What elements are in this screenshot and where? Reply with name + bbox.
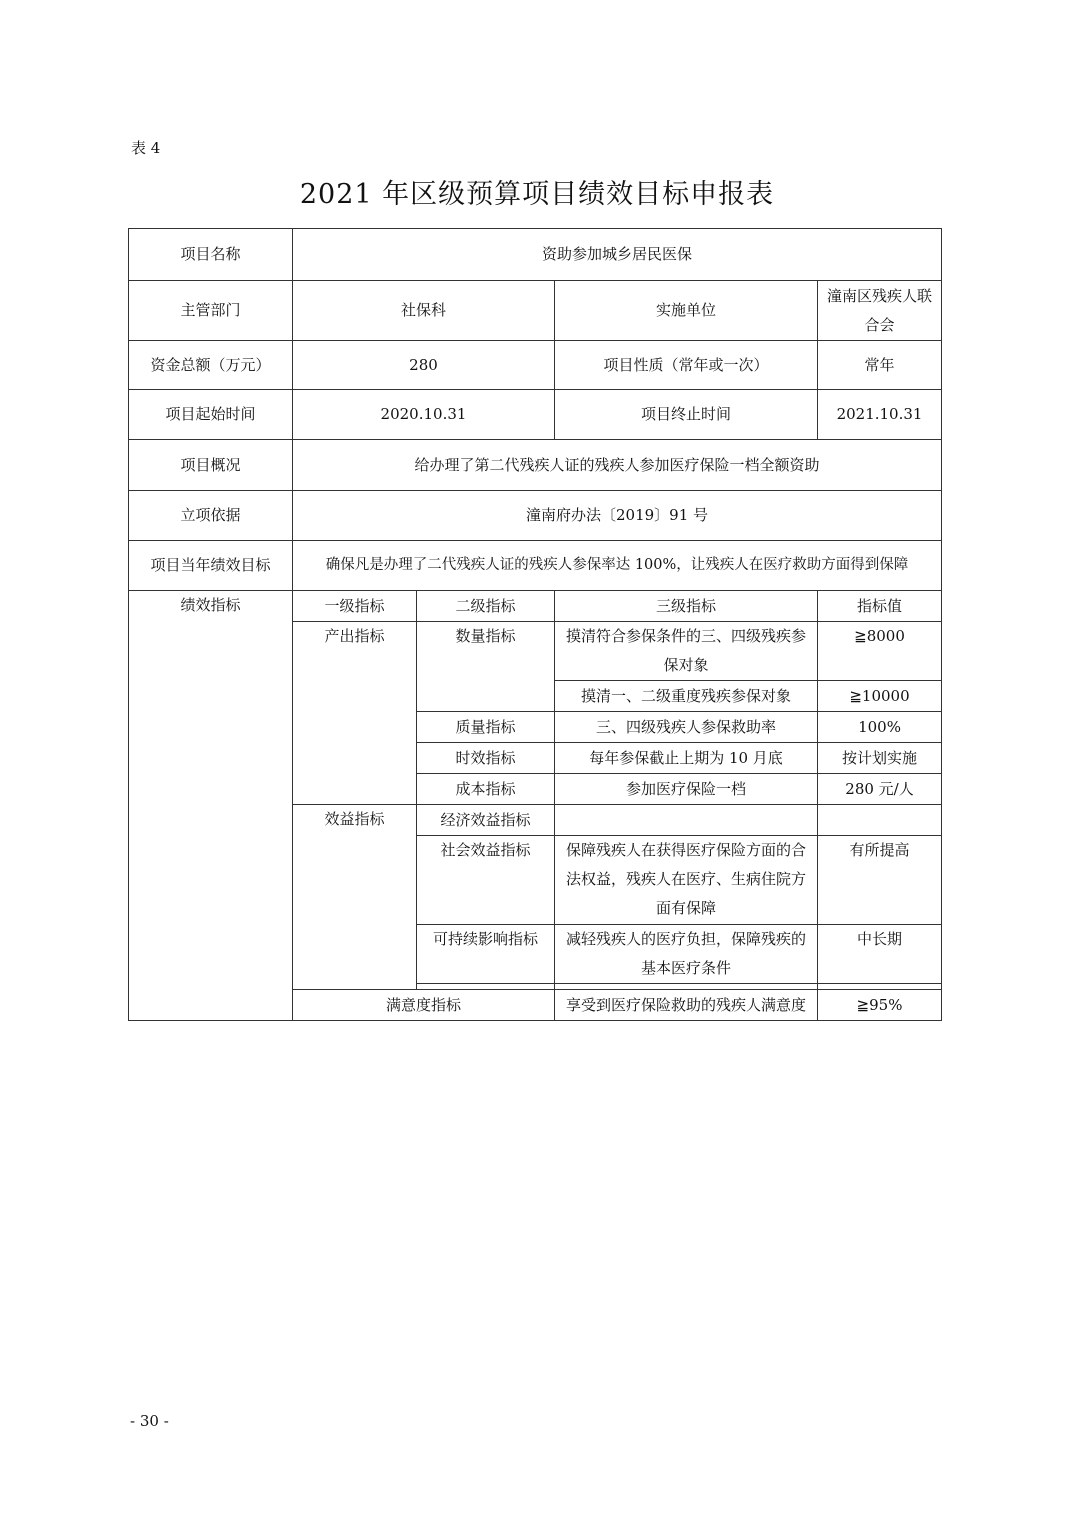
cell-subcategory: 数量指标: [417, 622, 555, 712]
cell-target: ≧10000: [818, 681, 942, 712]
cell-category: 效益指标: [293, 805, 417, 990]
cell-indicator: [555, 836, 818, 925]
cell-label: 项目当年绩效目标: [129, 541, 293, 591]
cell-label: 绩效指标: [129, 591, 293, 1021]
cell-line: 基本医疗条件: [640, 959, 731, 977]
table-row: [129, 390, 942, 440]
cell-target: 100%: [818, 712, 942, 743]
page-title: 2021 年区级预算项目绩效目标申报表: [299, 179, 775, 210]
cell-indicator: [555, 622, 818, 681]
cell-line: 面有保障: [655, 899, 716, 917]
cell-line: 摸清符合参保条件的三、四级残疾参: [565, 627, 806, 645]
cell-category: 产出指标: [293, 622, 417, 805]
cell-target: 中长期: [818, 925, 942, 984]
table-row: [129, 591, 942, 622]
header-cell: 指标值: [818, 591, 942, 622]
table-row: [129, 341, 942, 390]
table-label: 表 4: [131, 139, 161, 157]
cell-value: 确保凡是办理了二代残疾人证的残疾人参保率达 100%，让残疾人在医疗救助方面得到保障: [293, 541, 942, 591]
cell-indicator: 三、四级残疾人参保救助率: [555, 712, 818, 743]
header-cell: 一级指标: [293, 591, 417, 622]
cell-label: 实施单位: [555, 281, 818, 341]
cell-line: 保障残疾人在获得医疗保险方面的合: [565, 841, 806, 859]
cell-value: 资助参加城乡居民医保: [293, 229, 942, 281]
table-row: [129, 229, 942, 281]
cell-category: 满意度指标: [293, 990, 555, 1021]
cell-line: 保对象: [663, 656, 709, 674]
cell-indicator: 享受到医疗保险救助的残疾人满意度: [555, 990, 818, 1021]
cell-label: 项目名称: [129, 229, 293, 281]
cell-line: 合会: [864, 315, 895, 334]
cell-indicator: 每年参保截止上期为 10 月底: [555, 743, 818, 774]
table-row: [129, 440, 942, 491]
cell-indicator: [555, 925, 818, 984]
cell-target: 按计划实施: [818, 743, 942, 774]
performance-table: [128, 228, 942, 1021]
cell-value: 潼南府办法〔2019〕91 号: [293, 491, 942, 541]
cell-line: 减轻残疾人的医疗负担，保障残疾的: [565, 930, 806, 948]
cell-indicator: 参加医疗保险一档: [555, 774, 818, 805]
cell-value: 280: [293, 341, 555, 390]
cell-label: 项目终止时间: [555, 390, 818, 440]
cell-target: ≧95%: [818, 990, 942, 1021]
cell-label: 立项依据: [129, 491, 293, 541]
cell-value: 2020.10.31: [293, 390, 555, 440]
cell-value: 社保科: [293, 281, 555, 341]
cell-subcategory: 可持续影响指标: [417, 925, 555, 984]
cell-line: 法权益，残疾人在医疗、生病住院方: [565, 870, 806, 888]
cell-indicator: [555, 805, 818, 836]
cell-value: [818, 281, 942, 341]
table-row: [129, 281, 942, 341]
page-number: - 30 -: [130, 1412, 169, 1430]
cell-subcategory: 成本指标: [417, 774, 555, 805]
cell-target: ≧8000: [818, 622, 942, 681]
cell-value: 常年: [818, 341, 942, 390]
cell-label: 项目性质（常年或一次）: [555, 341, 818, 390]
table-row: [129, 541, 942, 591]
cell-label: 项目起始时间: [129, 390, 293, 440]
cell-value: 2021.10.31: [818, 390, 942, 440]
cell-subcategory: 质量指标: [417, 712, 555, 743]
cell-subcategory: 时效指标: [417, 743, 555, 774]
header-cell: 二级指标: [417, 591, 555, 622]
cell-target: 有所提高: [818, 836, 942, 925]
cell-line: 潼南区残疾人联: [827, 286, 933, 305]
cell-label: 资金总额（万元）: [129, 341, 293, 390]
table-row: [129, 491, 942, 541]
cell-target: 280 元/人: [818, 774, 942, 805]
cell-target: [818, 805, 942, 836]
cell-subcategory: 社会效益指标: [417, 836, 555, 925]
cell-value: 给办理了第二代残疾人证的残疾人参加医疗保险一档全额资助: [293, 440, 942, 491]
cell-label: 主管部门: [129, 281, 293, 341]
header-cell: 三级指标: [555, 591, 818, 622]
cell-label: 项目概况: [129, 440, 293, 491]
cell-indicator: 摸清一、二级重度残疾参保对象: [555, 681, 818, 712]
cell-subcategory: 经济效益指标: [417, 805, 555, 836]
